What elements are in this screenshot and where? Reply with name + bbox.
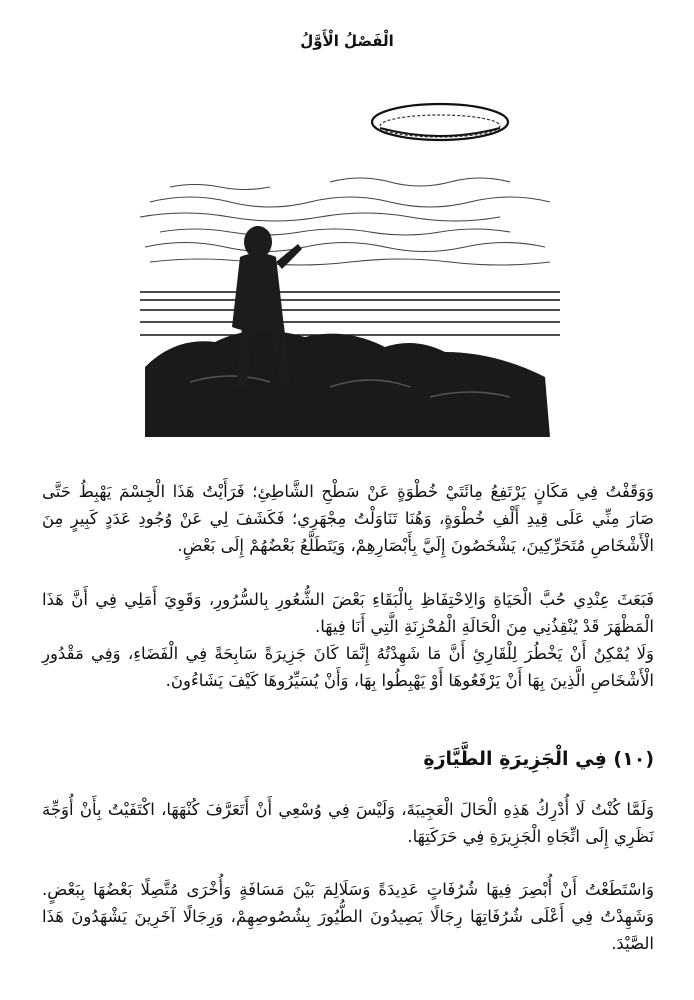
chapter-title: الْفَصْلُ الْأَوَّلُ <box>300 32 394 50</box>
paragraph: وَاسْتَطَعْتُ أَنْ أُبْصِرَ فِيهَا شُرُفَاتٍ عَدِيدَةً وَسَلَالِمَ بَيْنَ مَسَافَةٍ وَأُخْرَى مُتَّصِلًا بَعْضُهَا بِبَعْضٍ. وَشَهِدْتُ فِي أَعْلَى شُرُفَاتِهَا رِجَالًا يَصِيدُونَ الطُّيُورَ بِشُصُوصِهِمْ، وَرِجَالًا آخَرِينَ يَشْهَدُونَ هَذَا الصَّيْدَ. <box>42 880 654 953</box>
section-title: (١٠) فِي الْجَزِيرَةِ الطَّيَّارَةِ <box>423 748 654 770</box>
paragraph: وَلَمَّا كُنْتُ لَا أُدْرِكُ هَذِهِ الْحَالَ الْعَجِيبَةَ، وَلَيْسَ فِي وُسْعِي أَنْ أَتَعَرَّفَ كُنْهَهَا، اكْتَفَيْتُ بِأَنْ أُوَجِّهَ نَظَرِي إِلَى اتِّجَاهِ الْجَزِيرَةِ فِي حَرَكَتِهَا. <box>42 800 654 846</box>
flying-island-illustration <box>130 82 570 438</box>
paragraph: فَبَعَثَ عِنْدِي حُبَّ الْحَيَاةِ وَالِاحْتِفَاظِ بِالْبَقَاءِ بَعْضَ الشُّعُورِ بِالسُّرُورِ، وَقَوِيَ أَمَلِي فِي أَنَّ هَذَا الْمَظْهَرَ قَدْ يُنْقِذُنِي مِنَ الْحَالَةِ الْمُحْزِنَةِ الَّتِي أَنَا فِيهَا. <box>42 590 654 636</box>
paragraph: وَلَا يُمْكِنُ أَنْ يَخْطُرَ لِلْقَارِئِ أَنَّ مَا شَهِدْتُهُ إِنَّمَا كَانَ جَزِيرَةً سَابِحَةً فِي الْفَضَاءِ، وَفِي مَقْدُورِ الْأَشْخَاصِ الَّذِينَ بِهَا أَنْ يَرْفَعُوهَا أَوْ يَهْبِطُوا بِهَا، وَأَنْ يُسَيِّرُوهَا كَيْفَ يَشَاءُونَ. <box>42 644 654 690</box>
paragraph: وَوَقَفْتُ فِي مَكَانٍ يَرْتَفِعُ مِائَتَيْ خُطْوَةٍ عَنْ سَطْحِ الشَّاطِئِ؛ فَرَأَيْتُ هَذَا الْجِسْمَ يَهْبِطُ حَتَّى صَارَ مِنِّي عَلَى قِيدِ أَلْفِ خُطْوَةٍ، وَهُنَا تَنَاوَلْتُ مِجْهَرِي؛ فَكَشَفَ لِي عَنْ وُجُودِ عَدَدٍ كَبِيرٍ مِنَ الْأَشْخَاصِ مُتَحَرِّكِينَ، يَشْخَصُونَ إِلَيَّ بِأَبْصَارِهِمْ، وَيَتَطَلَّعُ بَعْضُهُمْ إِلَى بَعْضٍ. <box>42 482 654 555</box>
